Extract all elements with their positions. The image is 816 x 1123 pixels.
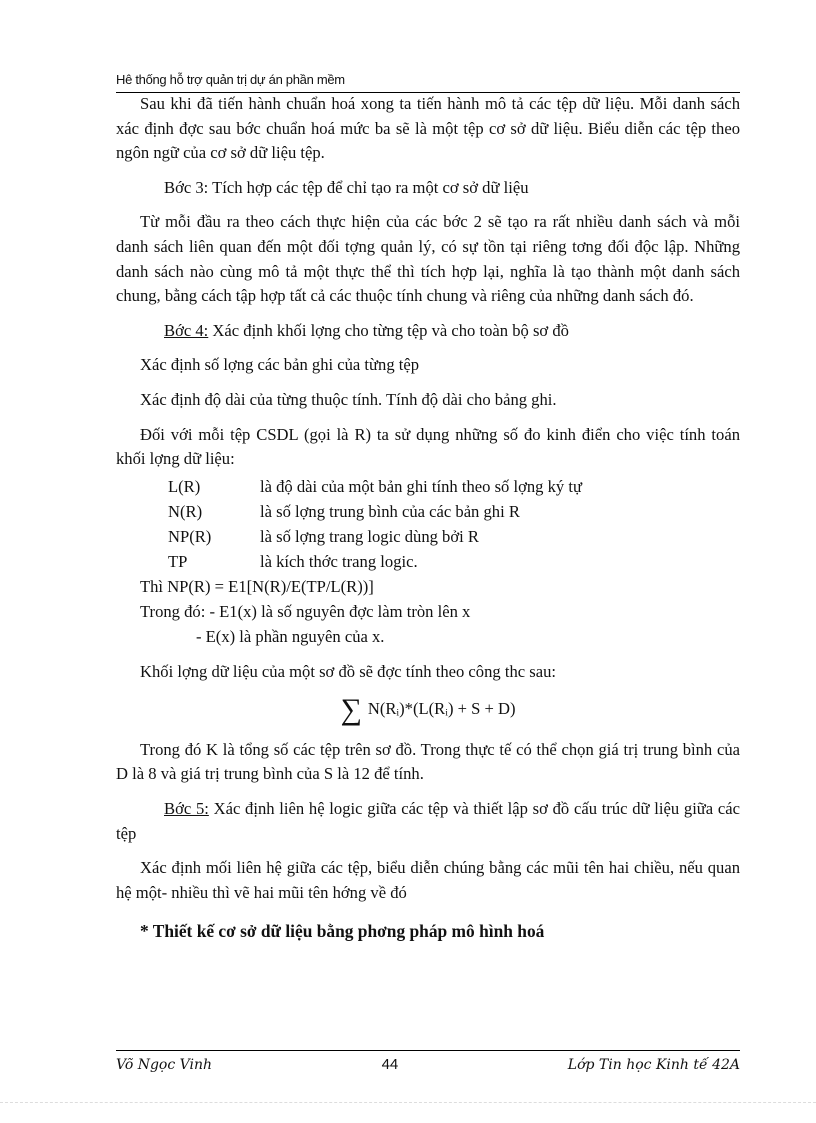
footer-class: Lớp Tin học Kinh tế 42A [567, 1057, 740, 1073]
formula-expression: N(Rᵢ)*(L(Rᵢ) + S + D) [367, 699, 516, 719]
page-footer [116, 1050, 740, 1073]
step-4-heading [116, 319, 740, 344]
step-4-text: Xác định khối lợng cho từng tệp và cho toàn bộ sơ đồ [208, 320, 569, 340]
section-heading: * Thiết kế cơ sở dữ liệu bằng phơng pháp mô hình hoá [140, 921, 545, 942]
step-3-heading: Bớc 3: Tích hợp các tệp để chỉ tạo ra một cơ sở dữ liệu [164, 177, 529, 197]
step-5-text: Xác định liên hệ logic giữa các tệp và thiết lập sơ đồ cấu trúc dữ liệu giữa các tệp [116, 798, 740, 843]
definition-term: NP(R) [168, 526, 212, 546]
explanation-line: Trong đó: - E1(x) là số nguyên đợc làm tròn lên x [140, 601, 471, 621]
step-5-label: Bớc 5: [164, 798, 209, 818]
definition-row [116, 474, 740, 499]
page-body [116, 92, 740, 944]
header-title: Hê thống hỗ trợ quản trị dự án phần mềm [116, 72, 345, 87]
definition-term: N(R) [168, 501, 203, 521]
definition-desc: là số lợng trung bình của các bản ghi R [260, 501, 520, 521]
formula-line: Thì NP(R) = E1[N(R)/E(TP/L(R))] [140, 576, 374, 596]
definition-term: L(R) [168, 476, 201, 496]
paragraph: Xác định số lợng các bản ghi của từng tệp [140, 355, 420, 375]
paragraph: Xác định mối liên hệ giữa các tệp, biểu diễn chúng bằng các mũi tên hai chiều, nếu quan hệ một- nhiều thì vẽ hai mũi tên hớng về đó [116, 858, 740, 902]
definition-desc: là số lợng trang logic dùng bởi R [260, 526, 479, 546]
formula-intro: Khối lợng dữ liệu của một sơ đồ sẽ đợc tính theo công thc sau: [140, 661, 556, 681]
paragraph: Từ mỗi đầu ra theo cách thực hiện của các bớc 2 sẽ tạo ra rất nhiều danh sách và mỗi danh sách liên quan đến một đối tợng quản lý, có sự tồn tại riêng tơng đối độc lập. Những danh sách nào cùng mô tả một thực thể thì tích hợp lại, nghĩa là tạo thành một danh sách chung, bằng cách tập hợp tất cả các thuộc tính chung và riêng của những danh sách đó. [116, 212, 740, 306]
footer-author: Võ Ngọc Vinh [116, 1057, 213, 1073]
definition-term: TP [168, 551, 188, 571]
definition-list [116, 474, 740, 574]
page-edge-divider [0, 1102, 816, 1103]
paragraph: Trong đó K là tổng số các tệp trên sơ đồ. Trong thực tế có thể chọn giá trị trung bình của D là 8 và giá trị trung bình của S là 12 để tính. [116, 739, 740, 784]
definition-row [116, 524, 740, 549]
definition-desc: là độ dài của một bản ghi tính theo số lợng ký tự [260, 476, 582, 496]
paragraph: Đối với mỗi tệp CSDL (gọi là R) ta sử dụng những số đo kinh điển cho việc tính toán khối lợng dữ liệu: [116, 424, 740, 469]
page-header [116, 72, 740, 93]
definition-row [116, 549, 740, 574]
paragraph: Xác định độ dài của từng thuộc tính. Tính độ dài cho bảng ghi. [140, 389, 557, 409]
step-5-heading [116, 797, 740, 846]
sum-formula [116, 686, 740, 734]
paragraph: Sau khi đã tiến hành chuẩn hoá xong ta tiến hành mô tả các tệp dữ liệu. Mỗi danh sách xác định đợc sau bớc chuẩn hoá mức ba sẽ là một tệp cơ sở dữ liệu. Biểu diễn các tệp theo ngôn ngữ của cơ sở dữ liệu tệp. [116, 94, 740, 163]
definition-row [116, 499, 740, 524]
page-number: 44 [381, 1056, 399, 1073]
sigma-symbol: ∑ [340, 692, 362, 726]
explanation-line: - E(x) là phần nguyên của x. [196, 626, 385, 646]
definition-desc: là kích thớc trang logic. [260, 551, 418, 571]
step-4-label: Bớc 4: [164, 320, 209, 340]
